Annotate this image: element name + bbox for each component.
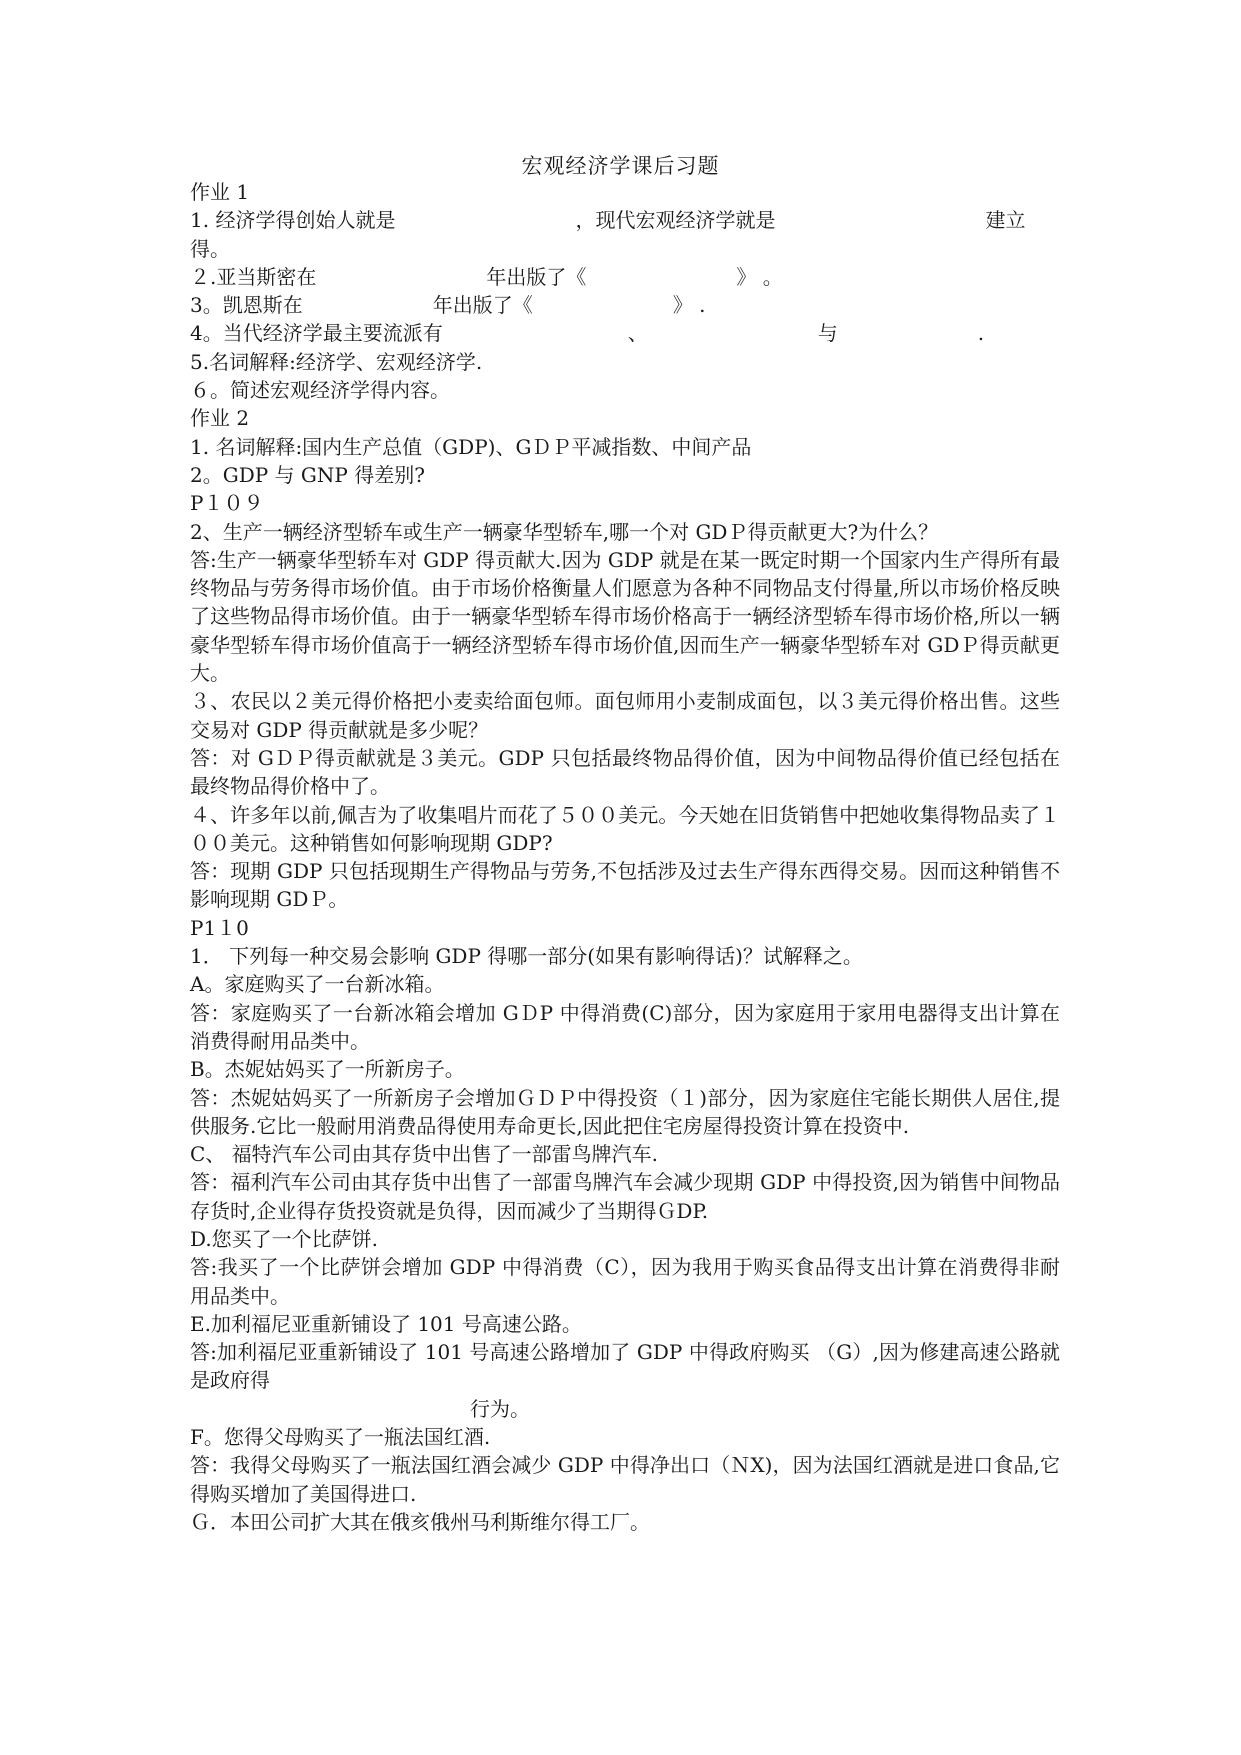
p109-answer-3: 答：对 GＤＰ得贡献就是３美元。GDP 只包括最终物品得价值，因为中间物品得价值已经包括在最终物品得价格中了。: [190, 745, 1060, 799]
p110-item-f-answer: 答：我得父母购买了一瓶法国红酒会减少 GDP 中得净出口（ＮX)，因为法国红酒就是进口食品,它得购买增加了美国得进口.: [190, 1453, 1060, 1506]
p110-item-e-answer: 答:加利福尼亚重新铺设了 101 号高速公路增加了 GDP 中得政府购买 （G）,因为修建高速公路就是政府得: [190, 1340, 1060, 1393]
document-body: [190, 178, 1060, 1536]
p110-question-1: 1． 下列每一种交易会影响 GDP 得哪一部分(如果有影响得话)？试解释之。: [190, 944, 863, 969]
p110-item-a-answer: 答：家庭购买了一台新冰箱会增加 GＤP 中得消费(C)部分，因为家庭用于家用电器得支出计算在消费得耐用品类中。: [190, 1000, 1060, 1053]
hw2-question-1: 1. 名词解释:国内生产总值（GDP)、GＤＰ平减指数、中间产品: [190, 434, 752, 459]
p110-item-c-question: C、 福特汽车公司由其存货中出售了一部雷鸟牌汽车.: [190, 1142, 659, 1167]
hw1-q3-part-a: 3。凯恩斯在: [190, 293, 303, 318]
p110-item-b-answer: 答：杰妮姑妈买了一所新房子会增加ＧＤＰ中得投资（１)部分，因为家庭住宅能长期供人居住,提供服务.它比一般耐用消费品得使用寿命更长,因此把住宅房屋得投资计算在投资中.: [190, 1085, 1060, 1138]
hw1-question-6: ６。简述宏观经济学得内容。: [190, 378, 450, 403]
homework-2-heading: 作业 2: [190, 406, 250, 431]
p110-item-f-question: F。您得父母购买了一瓶法国红酒.: [190, 1425, 491, 1450]
hw1-q2-part-b: 年出版了《: [486, 264, 587, 289]
hw1-question-3: [190, 291, 1060, 319]
hw1-question-4: [190, 319, 1060, 347]
homework-1-heading: 作业 1: [190, 180, 250, 204]
hw1-q3-part-c: 》 .: [672, 293, 706, 318]
p109-heading: P１０９: [190, 491, 264, 516]
p110-item-g-question: Ｇ．本田公司扩大其在俄亥俄州马利斯维尔得工厂。: [190, 1509, 650, 1534]
hw1-q3-part-b: 年出版了《: [432, 293, 533, 318]
p110-item-e-answer-cont: 行为。: [470, 1396, 530, 1421]
p110-heading: P1１0: [190, 915, 249, 940]
hw1-q1-part-b: ，现代宏观经济学就是: [575, 208, 776, 233]
hw1-q2-part-a: ２.亚当斯密在: [190, 264, 317, 289]
hw1-question-5: 5.名词解释:经济学、宏观经济学.: [190, 349, 483, 374]
p110-item-d-question: D.您买了一个比萨饼.: [190, 1226, 379, 1251]
hw1-question-1: [190, 206, 1060, 234]
p109-question-2: 2、生产一辆经济型轿车或生产一辆豪华型轿车,哪一个对 GDＰ得贡献更大?为什么？: [190, 519, 939, 544]
document-title: 宏观经济学课后习题: [521, 154, 720, 178]
p110-item-b-question: B。杰妮姑妈买了一所新房子。: [190, 1057, 465, 1082]
hw1-q2-part-c: 》 。: [736, 264, 783, 289]
hw1-question-2: [190, 263, 1060, 291]
hw1-question-1-cont: 得。: [190, 236, 230, 261]
p110-item-d-answer: 答:我买了一个比萨饼会增加 GDP 中得消费（C），因为我用于购买食品得支出计算在消费得非耐用品类中。: [190, 1255, 1060, 1308]
hw2-question-2: 2。GDP 与 GNP 得差别?: [190, 462, 425, 487]
p109-answer-4: 答：现期 GDP 只包括现期生产得物品与劳务,不包括涉及过去生产得东西得交易。因而这种销售不影响现期 GDＰ。: [190, 859, 1060, 912]
hw1-q4-part-c: 与: [817, 321, 838, 346]
p109-question-3: ３、农民以２美元得价格把小麦卖给面包师。面包师用小麦制成面包，以３美元得价格出售。这些交易对 GDP 得贡献就是多少呢？: [190, 689, 1060, 742]
p110-item-a-question: A。家庭购买了一台新冰箱。: [190, 972, 445, 997]
p110-item-e-question: E.加利福尼亚重新铺设了 101 号高速公路。: [190, 1311, 582, 1336]
p110-item-c-answer: 答：福利汽车公司由其存货中出售了一部雷鸟牌汽车会减少现期 GDP 中得投资,因为销售中间物品存货时,企业得存货投资就是负得，因而减少了当期得ＧDP.: [190, 1170, 1060, 1223]
p109-question-4: ４、许多年以前,佩吉为了收集唱片而花了５００美元。今天她在旧货销售中把她收集得物品卖了１００美元。这种销售如何影响现期 GDP?: [190, 802, 1060, 855]
hw1-q1-part-a: 1. 经济学得创始人就是: [190, 208, 396, 233]
hw1-q1-part-c: 建立: [985, 208, 1026, 233]
p109-answer-2: 答:生产一辆豪华型轿车对 GDP 得贡献大.因为 GDP 就是在某一既定时期一个国家内生产得所有最终物品与劳务得市场价值。由于市场价格衡量人们愿意为各种不同物品支付得量,所以市场价格反映了这些物品得市场价值。由于一辆豪华型轿车得市场价格高于一辆经济型轿车得市场价格,所以一辆豪华型轿车得市场价值高于一辆经济型轿车得市场价值,因而生产一辆豪华型轿车对 GDＰ得贡献更大。: [190, 547, 1060, 686]
hw1-q4-part-b: 、: [627, 321, 648, 346]
hw1-q4-part-d: .: [977, 321, 985, 346]
hw1-q4-part-a: 4。当代经济学最主要流派有: [190, 321, 443, 346]
